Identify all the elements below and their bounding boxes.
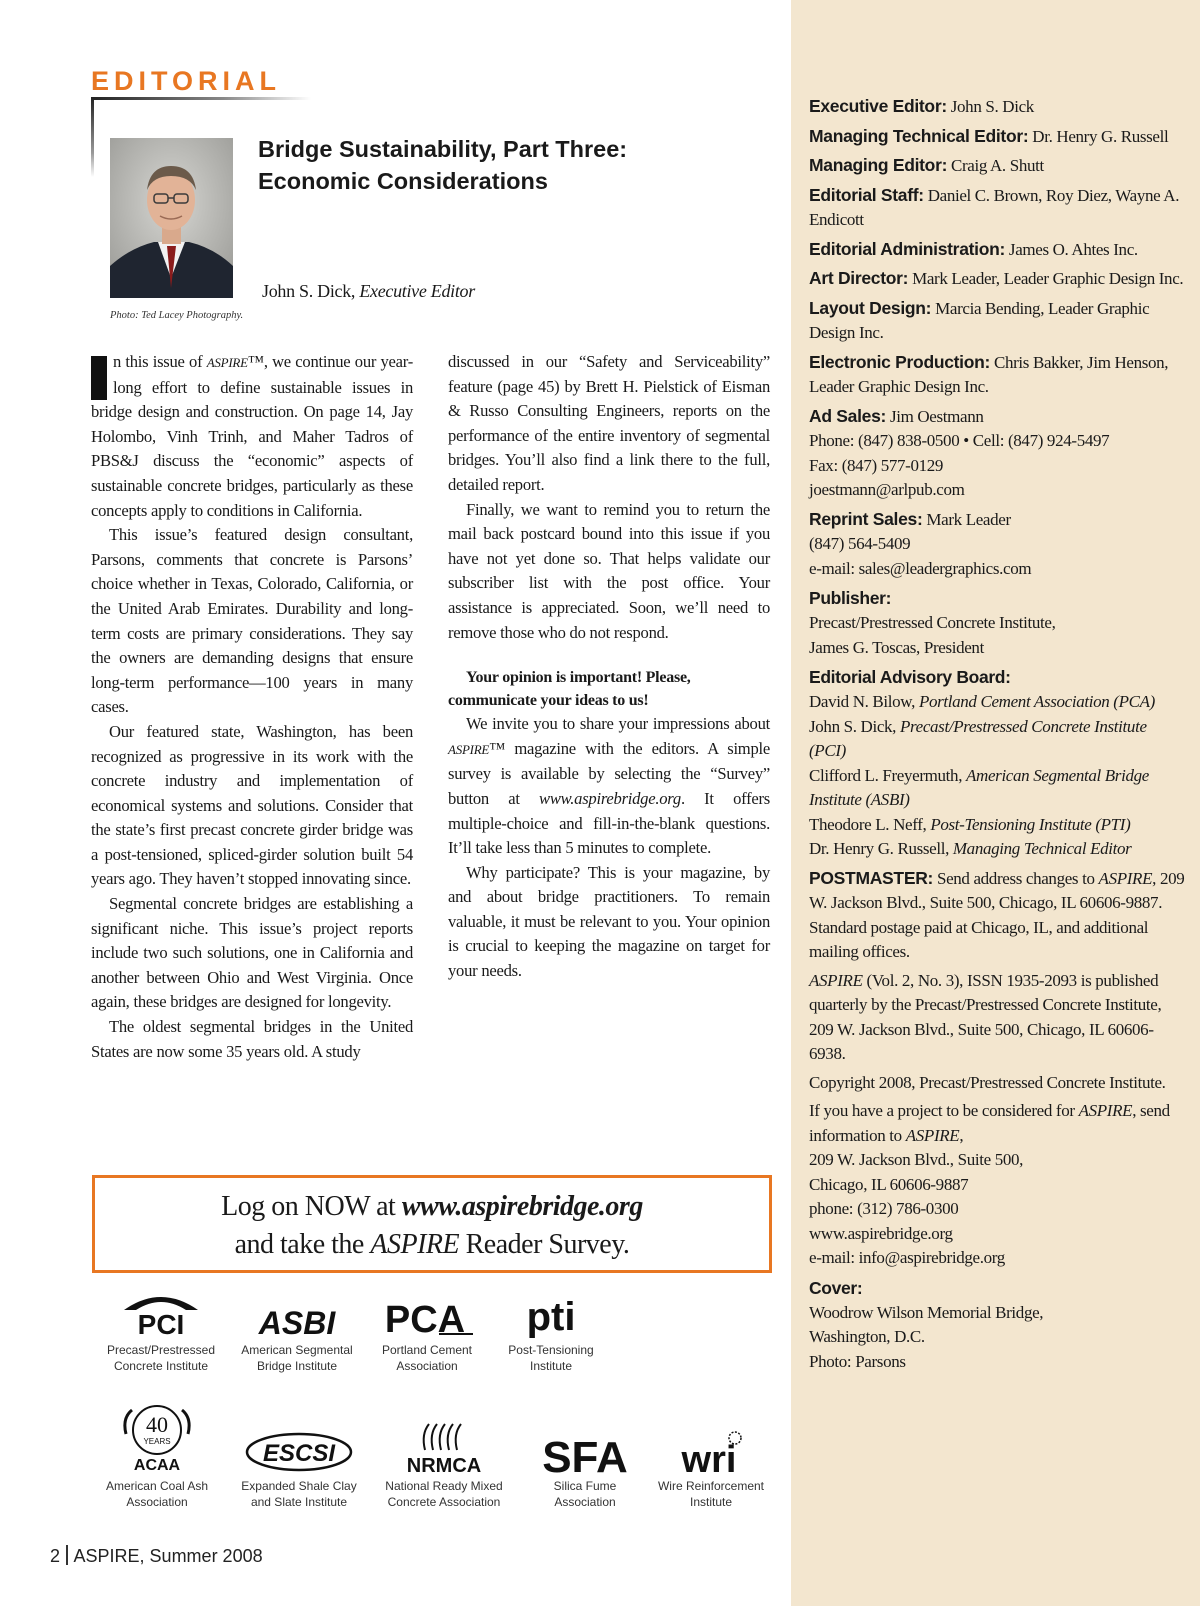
member-name: Dr. Henry G. Russell, xyxy=(809,839,953,858)
label: POSTMASTER: xyxy=(809,867,934,888)
value: Mark Leader, Leader Graphic Design Inc. xyxy=(908,269,1184,288)
contact-email[interactable]: e-mail: info@aspirebridge.org xyxy=(809,1248,1005,1267)
advisory-member xyxy=(809,813,1185,838)
logo-asbi-line1: American Segmental xyxy=(241,1343,353,1357)
masthead-art-director xyxy=(809,266,1185,292)
label: Editorial Advisory Board: xyxy=(809,667,1011,687)
survey-link[interactable]: www.aspirebridge.org xyxy=(401,1191,643,1222)
masthead-publisher xyxy=(809,585,1185,660)
project-aspire-1: ASPIRE xyxy=(1078,1101,1133,1120)
pca-logo-icon xyxy=(377,1290,477,1338)
label: Editorial Staff: xyxy=(809,184,924,205)
member-name: David N. Bilow, xyxy=(809,692,919,711)
label: Cover: xyxy=(809,1277,863,1298)
postmaster-text-a: Send address changes to xyxy=(933,868,1099,888)
logo-sfa xyxy=(530,1430,640,1510)
value: Craig A. Shutt xyxy=(947,156,1044,175)
masthead-editorial-administration xyxy=(809,237,1185,263)
logo-wri-line1: Wire Reinforcement xyxy=(657,1479,765,1493)
col2-subhead: Your opinion is important! Please, communicate your ideas to us! xyxy=(448,669,691,709)
label: Publisher: xyxy=(809,588,892,608)
member-org: American Segmental Bridge Institute (ASBI) xyxy=(809,765,1149,809)
survey-callout xyxy=(92,1175,772,1273)
logo-wri-line2: Institute xyxy=(689,1495,733,1509)
col1-paragraph-5: The oldest segmental bridges in the United States are now some 35 years old. A study xyxy=(91,1017,413,1061)
survey-line-2 xyxy=(95,1226,769,1264)
masthead-sidebar xyxy=(791,0,1200,1606)
col1-paragraph-1 xyxy=(91,350,413,523)
section-label: EDITORIAL xyxy=(91,66,282,96)
member-org: Precast/Prestressed Concrete Institute (PCI) xyxy=(809,716,1147,760)
logo-escsi-line1: Expanded Shale Clay xyxy=(241,1479,357,1493)
label: Reprint Sales: xyxy=(809,508,923,529)
logo-acaa-line2: Association xyxy=(126,1495,188,1509)
logo-escsi xyxy=(236,1430,362,1510)
cover-line3: Photo: Parsons xyxy=(809,1351,906,1371)
article-column-1 xyxy=(91,350,413,1064)
cover-line1: Woodrow Wilson Memorial Bridge, xyxy=(809,1302,1044,1322)
member-org: Post-Tensioning Institute (PTI) xyxy=(930,814,1131,834)
acaa-logo-icon xyxy=(112,1404,202,1474)
survey-text-c: Reader Survey. xyxy=(459,1229,630,1260)
col1-paragraph-4: Segmental concrete bridges are establishing a significant niche. This issue’s project reports include two such solutions, one in California and another between Ohio and West Virginia. Once again, these bridges are designed for longevity. xyxy=(91,894,413,1012)
contact-web[interactable]: www.aspirebridge.org xyxy=(809,1223,953,1243)
col2-paragraph-2: Finally, we want to remind you to return the mail back postcard bound into this issue if you have not yet done so. That helps validate our subscriber list with the post office. Your assistance is appreciated. Soon, we’ll need to remove those who do not respond. xyxy=(448,499,770,642)
pti-logo-icon xyxy=(511,1290,591,1338)
logo-acaa xyxy=(96,1404,218,1510)
postmaster-aspire: ASPIRE xyxy=(1098,868,1153,888)
issn-aspire: ASPIRE xyxy=(809,970,863,990)
col2-paragraph-1: discussed in our “Safety and Serviceability” feature (page 45) by Brett H. Pielstick of Eisman & Russo Consulting Engineers, reports on the performance of the entire inventory of segmental bridges. You’ll also find a link there to the full, detailed report. xyxy=(448,352,770,494)
col1-paragraph-3: Our featured state, Washington, has been recognized as progressive in its work with the concrete industry and implementation of economical systems and solutions. Consider that the state’s first precast concrete girder bridge was a post-tensioned, spliced-girder solution built 54 years ago. They haven’t stopped innovating since. xyxy=(91,721,413,889)
survey-line-1 xyxy=(95,1188,769,1226)
masthead-content xyxy=(809,94,1185,1378)
reprint-email[interactable]: e-mail: sales@leadergraphics.com xyxy=(809,558,1032,578)
label: Editorial Administration: xyxy=(809,238,1006,259)
footer-issue: , Summer 2008 xyxy=(139,1546,263,1566)
advisory-member xyxy=(809,837,1185,862)
col1-paragraph-2: This issue’s featured design consultant, Parsons, comments that concrete is Parsons’ choice whether in Texas, Colorado, California, or the United Arab Emirates. Durability and long-term costs are primary considerations. They say the owners are demanding designs that ensure long-term performance—100 years in many cases. xyxy=(91,525,413,717)
logo-pti-line2: Institute xyxy=(529,1359,573,1373)
masthead-advisory-board xyxy=(809,664,1185,862)
label: Art Director: xyxy=(809,268,909,288)
pca-mark: PCA xyxy=(384,1299,466,1338)
byline xyxy=(262,281,475,302)
asbi-logo-icon xyxy=(247,1290,347,1338)
article-title-line2: Economic Considerations xyxy=(258,168,548,194)
escsi-mark: ESCSI xyxy=(262,1440,336,1467)
pci-mark: PCI xyxy=(137,1309,185,1338)
project-aspire-2: ASPIRE xyxy=(905,1125,960,1145)
label: Ad Sales: xyxy=(809,405,887,426)
advisory-member xyxy=(809,690,1185,715)
logo-wri xyxy=(652,1430,770,1510)
article-title xyxy=(258,133,738,197)
member-name: Theodore L. Neff, xyxy=(809,814,931,834)
survey-text-a: Log on NOW at xyxy=(221,1191,402,1222)
acaa-badge-years: YEARS xyxy=(143,1437,171,1446)
survey-text-b: and take the xyxy=(234,1229,371,1260)
logo-nrmca xyxy=(378,1420,510,1510)
member-org: Managing Technical Editor xyxy=(952,839,1132,858)
author-portrait-illustration xyxy=(110,138,233,298)
value: Jim Oestmann xyxy=(886,406,984,426)
article-title-line1: Bridge Sustainability, Part Three: xyxy=(258,136,628,162)
page-footer xyxy=(50,1545,263,1567)
col1-p1-text-a: n this issue of xyxy=(113,352,207,371)
contact-address1: 209 W. Jackson Blvd., Suite 500, xyxy=(809,1150,1024,1169)
nrmca-logo-icon xyxy=(399,1420,489,1474)
logo-escsi-line2: and Slate Institute xyxy=(250,1495,348,1509)
masthead-contact xyxy=(809,1099,1185,1271)
footer-divider xyxy=(66,1545,68,1565)
value: Mark Leader xyxy=(922,509,1011,529)
logo-pci-line2: Concrete Institute xyxy=(113,1359,209,1373)
masthead-editorial-staff xyxy=(809,183,1185,233)
label: Electronic Production: xyxy=(809,351,991,372)
drop-cap xyxy=(91,356,107,400)
postmaster-text-c: , 209 W. Jackson Blvd., Suite 500, Chicago, IL 60606-9887. Standard postage paid at Chicago, IL, and additional mailing offices. xyxy=(809,868,1185,961)
sfa-mark: SFA xyxy=(542,1433,628,1474)
cover-line2: Washington, D.C. xyxy=(809,1327,925,1346)
masthead-managing-editor xyxy=(809,153,1185,179)
article-column-2 xyxy=(448,350,770,984)
advisory-member xyxy=(809,715,1185,764)
author-photo xyxy=(110,138,233,298)
footer-magazine: ASPIRE xyxy=(73,1546,140,1566)
issn-text: (Vol. 2, No. 3), ISSN 1935-2093 is published quarterly by the Precast/Prestressed Concrete Institute, 209 W. Jackson Blvd., Suite 500, Chicago, IL 60606-6938. xyxy=(809,970,1162,1063)
masthead-issn xyxy=(809,969,1185,1067)
logo-sfa-line2: Association xyxy=(554,1495,616,1509)
value: James O. Ahtes Inc. xyxy=(1005,239,1138,259)
label: Executive Editor: xyxy=(809,96,947,116)
acaa-badge-number: 40 xyxy=(146,1412,168,1437)
logo-pci xyxy=(100,1290,222,1374)
sfa-logo-icon xyxy=(542,1430,628,1474)
page-number: 2 xyxy=(50,1546,61,1566)
value: Daniel C. Brown, Roy Diez, Wayne A. Endicott xyxy=(809,185,1180,229)
value: Marcia Bending, Leader Graphic Design Inc. xyxy=(809,298,1150,342)
col2-p3-aspire: ASPIRE xyxy=(448,741,490,757)
col2-paragraph-4: Why participate? This is your magazine, by and about bridge practitioners. To remain valuable, it must be relevant to you. Your opinion is crucial to keeping the magazine on target for your needs. xyxy=(448,862,770,981)
project-text-e: , xyxy=(959,1125,964,1145)
ad-email[interactable]: joestmann@arlpub.com xyxy=(809,480,965,499)
wri-mark: wri xyxy=(681,1439,737,1474)
ad-phone: Phone: (847) 838-0500 • Cell: (847) 924-5497 xyxy=(809,431,1110,450)
logo-pca-line2: Association xyxy=(396,1359,458,1373)
masthead-layout-design xyxy=(809,296,1185,346)
wri-logo-icon xyxy=(671,1430,751,1474)
value: John S. Dick xyxy=(946,97,1034,116)
masthead-electronic-production xyxy=(809,350,1185,400)
logo-asbi xyxy=(236,1290,358,1374)
logo-nrmca-line1: National Ready Mixed xyxy=(385,1479,503,1493)
project-text-c: , send information to xyxy=(809,1101,1170,1145)
col2-p3-text-a: We invite you to share your impressions about xyxy=(466,714,770,734)
nrmca-mark: NRMCA xyxy=(406,1455,482,1474)
logo-nrmca-line2: Concrete Association xyxy=(387,1495,501,1509)
col2-p3-text-c: ™ magazine with the editors. A simple survey is available by selecting the “Survey” button at xyxy=(448,738,770,808)
logo-pca-line1: Portland Cement xyxy=(381,1343,473,1357)
value: Chris Bakker, Jim Henson, Leader Graphic Design Inc. xyxy=(809,352,1169,396)
contact-phone: phone: (312) 786-0300 xyxy=(809,1199,959,1218)
value: Dr. Henry G. Russell xyxy=(1028,126,1169,146)
logo-pca xyxy=(372,1290,482,1374)
masthead-reprint-sales xyxy=(809,507,1185,582)
logo-pci-line1: Precast/Prestressed xyxy=(106,1343,216,1357)
logo-acaa-line1: American Coal Ash xyxy=(105,1479,209,1493)
logo-pti-line1: Post-Tensioning xyxy=(508,1343,594,1357)
acaa-mark: ACAA xyxy=(133,1457,181,1474)
reprint-phone: (847) 564-5409 xyxy=(809,534,911,553)
publisher-line2: James G. Toscas, President xyxy=(809,637,984,657)
col2-p3-url: www.aspirebridge.org xyxy=(539,788,681,808)
label: Managing Technical Editor: xyxy=(809,125,1029,146)
logo-sfa-line1: Silica Fume xyxy=(553,1479,617,1493)
member-name: John S. Dick, xyxy=(809,716,900,736)
masthead-copyright: Copyright 2008, Precast/Prestressed Concrete Institute. xyxy=(809,1072,1166,1092)
member-name: Clifford L. Freyermuth, xyxy=(809,765,967,785)
advisory-member xyxy=(809,764,1185,813)
project-text-a: If you have a project to be considered for xyxy=(809,1101,1079,1120)
masthead-managing-technical-editor xyxy=(809,124,1185,150)
label: Layout Design: xyxy=(809,297,932,318)
col2-paragraph-3 xyxy=(448,712,770,861)
escsi-logo-icon xyxy=(244,1430,354,1474)
col1-p1-aspire: ASPIRE xyxy=(206,355,248,370)
ad-fax: Fax: (847) 577-0129 xyxy=(809,455,944,475)
label: Managing Editor: xyxy=(809,155,948,175)
pci-logo-icon xyxy=(116,1290,206,1338)
pti-mark: pti xyxy=(526,1295,576,1338)
photo-caption: Photo: Ted Lacey Photography. xyxy=(110,310,244,321)
masthead-executive-editor xyxy=(809,94,1185,120)
logo-pti xyxy=(496,1290,606,1374)
header-rule-horizontal xyxy=(91,97,311,100)
byline-role: Executive Editor xyxy=(359,281,475,301)
masthead-postmaster xyxy=(809,866,1185,965)
member-org: Portland Cement Association (PCA) xyxy=(918,692,1155,711)
asbi-mark: ASBI xyxy=(258,1305,336,1338)
masthead-ad-sales xyxy=(809,404,1185,503)
header-rule-vertical xyxy=(91,97,94,177)
publisher-line1: Precast/Prestressed Concrete Institute, xyxy=(809,613,1056,632)
contact-address2: Chicago, IL 60606-9887 xyxy=(809,1174,969,1194)
masthead-cover xyxy=(809,1275,1185,1375)
logo-asbi-line2: Bridge Institute xyxy=(256,1359,338,1373)
byline-name: John S. Dick, xyxy=(262,281,360,301)
col2-p3-text-e: . It offers multiple-choice and fill-in-the-blank questions. It’ll take less than 5 minutes to complete. xyxy=(448,788,771,858)
col1-p1-text-c: ™, we continue our year-long effort to define sustainable issues in bridge design and construction. On page 14, Jay Holombo, Vinh Trinh, and Maher Tadros of PBS&J discuss the “economic” aspects of sustainable concrete bridges, particularly as these concepts apply to conditions in California. xyxy=(91,352,413,520)
survey-aspire: ASPIRE xyxy=(370,1229,460,1260)
